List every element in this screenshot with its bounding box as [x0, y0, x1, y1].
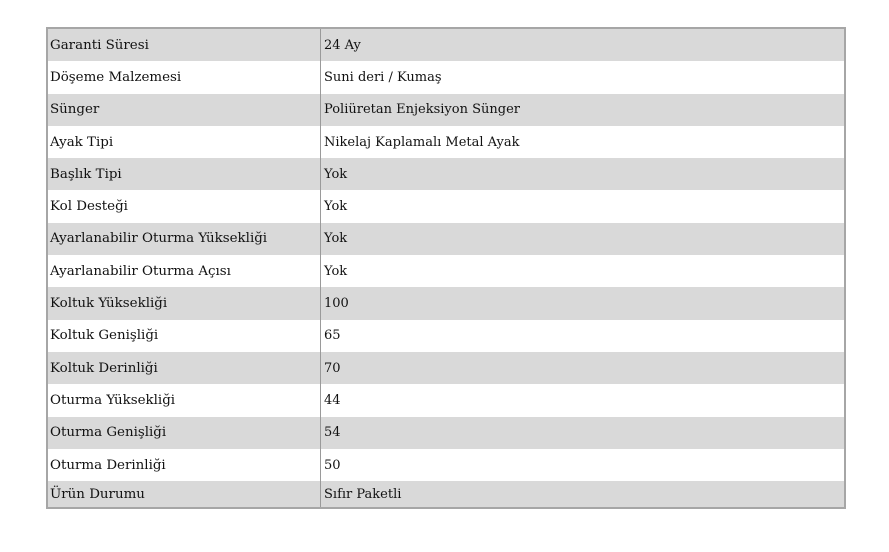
table-row	[48, 29, 844, 61]
spec-label: Garanti Süresi	[48, 29, 321, 61]
spec-value: Yok	[324, 231, 348, 247]
spec-value: Yok	[324, 263, 348, 279]
table-row	[48, 158, 844, 190]
spec-label: Oturma Derinliği	[48, 449, 321, 481]
table-row	[48, 61, 844, 93]
table-row	[48, 223, 844, 255]
spec-label: Koltuk Yüksekliği	[48, 287, 321, 319]
spec-value: Yok	[324, 199, 348, 215]
spec-value: 70	[324, 360, 341, 376]
spec-label: Ayak Tipi	[48, 126, 321, 158]
table-row	[48, 126, 844, 158]
table-row	[48, 417, 844, 449]
spec-value: 100	[324, 296, 349, 312]
table-row	[48, 481, 844, 507]
spec-value: Poliüretan Enjeksiyon Sünger	[324, 102, 520, 118]
spec-label: Ürün Durumu	[48, 481, 321, 507]
table-row	[48, 352, 844, 384]
spec-value: 54	[324, 425, 341, 441]
spec-label: Döşeme Malzemesi	[48, 61, 321, 93]
spec-label: Sünger	[48, 94, 321, 126]
spec-value: 24 Ay	[324, 37, 361, 53]
spec-value: 44	[324, 392, 341, 408]
spec-value: 65	[324, 328, 341, 344]
spec-label: Ayarlanabilir Oturma Açısı	[48, 255, 321, 287]
spec-label: Oturma Yüksekliği	[48, 384, 321, 416]
table-row	[48, 255, 844, 287]
spec-label: Ayarlanabilir Oturma Yüksekliği	[48, 223, 321, 255]
spec-label: Koltuk Genişliği	[48, 320, 321, 352]
spec-label: Oturma Genişliği	[48, 417, 321, 449]
table-row	[48, 287, 844, 319]
table-row	[48, 384, 844, 416]
spec-value: Suni deri / Kumaş	[324, 69, 442, 85]
spec-value: 50	[324, 457, 341, 473]
spec-label: Başlık Tipi	[48, 158, 321, 190]
spec-value: Sıfır Paketli	[324, 486, 402, 502]
spec-label: Koltuk Derinliği	[48, 352, 321, 384]
table-row	[48, 449, 844, 481]
specifications-table	[46, 27, 846, 509]
table-row	[48, 320, 844, 352]
spec-label: Kol Desteği	[48, 190, 321, 222]
spec-value: Yok	[324, 166, 348, 182]
spec-value: Nikelaj Kaplamalı Metal Ayak	[324, 134, 520, 150]
table-row	[48, 94, 844, 126]
table-row	[48, 190, 844, 222]
